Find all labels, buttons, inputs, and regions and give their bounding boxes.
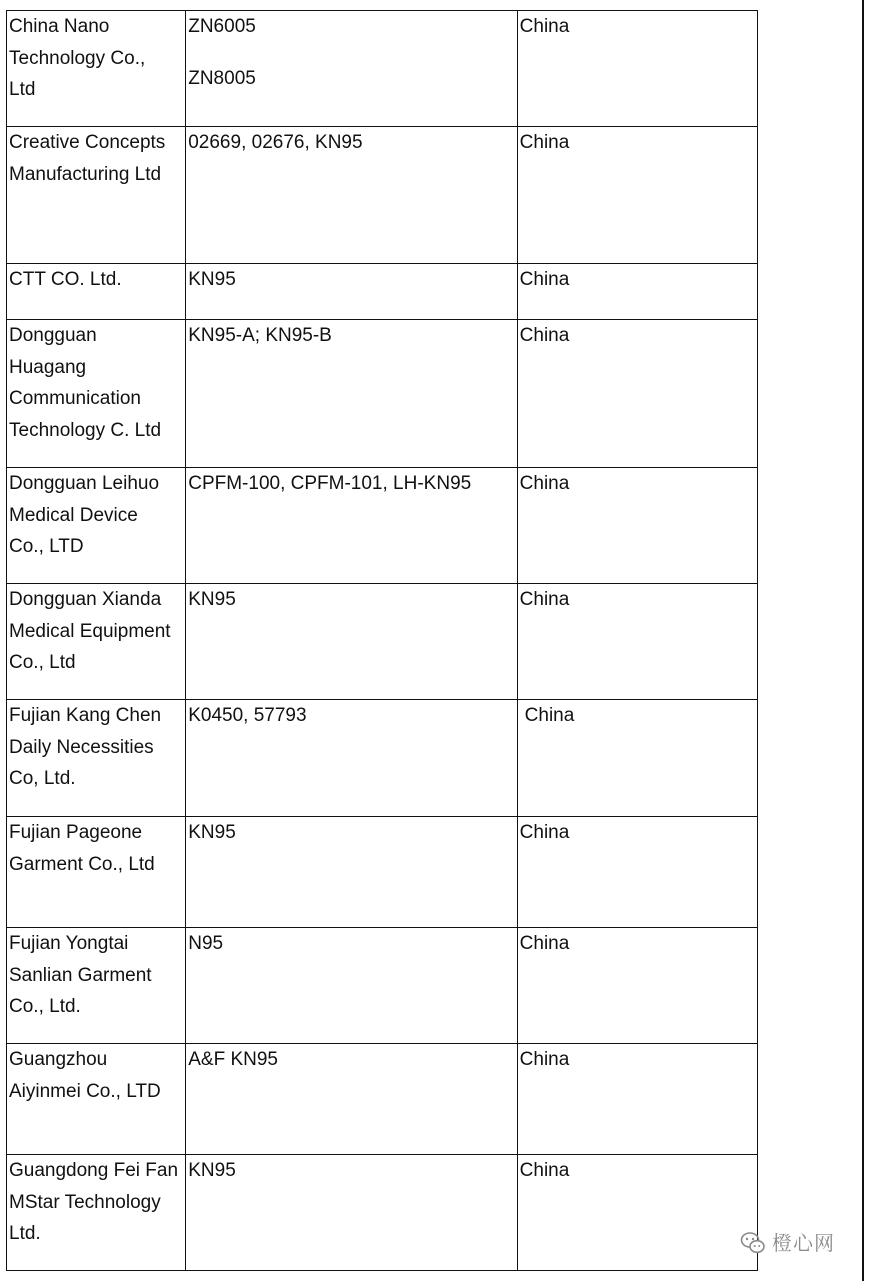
model-number: A&F KN95 <box>188 1049 278 1070</box>
company-cell <box>7 928 186 1044</box>
country-cell <box>517 928 757 1044</box>
country-cell <box>517 127 757 264</box>
company-name: Dongguan Xianda Medical Equipment Co., Ltd <box>9 589 171 673</box>
model-cell <box>186 817 517 928</box>
company-name: Fujian Yongtai Sanlian Garment Co., Ltd. <box>9 933 152 1017</box>
country-cell <box>517 584 757 700</box>
company-name: CTT CO. Ltd. <box>9 269 122 290</box>
country-name: China <box>519 269 570 290</box>
company-cell <box>7 11 186 127</box>
watermark-text: 橙心网 <box>772 1231 835 1255</box>
country-name: China <box>519 933 570 954</box>
country-cell <box>517 468 757 584</box>
table-row <box>7 11 758 127</box>
company-cell <box>7 320 186 468</box>
model-number: KN95 <box>188 1160 236 1181</box>
company-name: Guangdong Fei Fan MStar Technology Ltd. <box>9 1160 179 1244</box>
model-cell <box>186 1155 517 1271</box>
country-name: China <box>519 589 570 610</box>
country-cell <box>517 264 757 320</box>
country-name: China <box>519 1160 570 1181</box>
country-name: China <box>519 325 570 346</box>
model-spacer <box>188 43 516 63</box>
table-row <box>7 584 758 700</box>
model-cell <box>186 928 517 1044</box>
table-row <box>7 1155 758 1271</box>
company-cell <box>7 817 186 928</box>
model-number: KN95 <box>188 589 236 610</box>
model-cell <box>186 584 517 700</box>
model-cell <box>186 1044 517 1155</box>
model-number: KN95 <box>188 269 236 290</box>
watermark <box>740 1229 850 1257</box>
table-row <box>7 264 758 320</box>
company-name: Creative Concepts Manufacturing Ltd <box>9 132 166 185</box>
company-cell <box>7 700 186 817</box>
table-row <box>7 320 758 468</box>
model-number: ZN6005 <box>188 16 256 37</box>
table-row <box>7 700 758 817</box>
company-cell <box>7 127 186 264</box>
company-cell <box>7 584 186 700</box>
company-name: Guangzhou Aiyinmei Co., LTD <box>9 1049 161 1102</box>
company-name: Fujian Pageone Garment Co., Ltd <box>9 822 155 875</box>
company-name: Dongguan Leihuo Medical Device Co., LTD <box>9 473 160 557</box>
model-cell <box>186 700 517 817</box>
model-cell <box>186 468 517 584</box>
country-cell <box>517 11 757 127</box>
manufacturer-table <box>6 10 758 1271</box>
country-cell <box>517 817 757 928</box>
table-row <box>7 127 758 264</box>
model-number: KN95-A; KN95-B <box>188 325 332 346</box>
country-name: China <box>524 705 575 726</box>
company-name: Fujian Kang Chen Daily Necessities Co, Ltd. <box>9 705 162 789</box>
model-number: N95 <box>188 933 224 954</box>
country-name: China <box>519 16 570 37</box>
company-cell <box>7 468 186 584</box>
model-number: K0450, 57793 <box>188 705 307 726</box>
country-cell <box>517 320 757 468</box>
table-row <box>7 468 758 584</box>
country-cell <box>517 1155 757 1271</box>
model-number: CPFM-100, CPFM-101, LH-KN95 <box>188 473 472 494</box>
country-cell <box>517 700 757 817</box>
company-name: China Nano Technology Co., Ltd <box>9 16 146 100</box>
company-cell <box>7 264 186 320</box>
model-cell <box>186 11 517 127</box>
table-row <box>7 1044 758 1155</box>
company-cell <box>7 1044 186 1155</box>
model-number: ZN8005 <box>188 67 256 89</box>
country-name: China <box>519 822 570 843</box>
country-cell <box>517 1044 757 1155</box>
country-name: China <box>519 473 570 494</box>
company-name: Dongguan Huagang Communication Technology C. Ltd <box>9 325 162 441</box>
model-cell <box>186 127 517 264</box>
country-name: China <box>519 132 570 153</box>
model-number: 02669, 02676, KN95 <box>188 132 363 153</box>
table-row <box>7 817 758 928</box>
company-cell <box>7 1155 186 1271</box>
page-edge-line <box>862 0 864 1281</box>
table-row <box>7 928 758 1044</box>
model-cell <box>186 264 517 320</box>
wechat-bubble-icon <box>740 1230 766 1256</box>
model-cell <box>186 320 517 468</box>
model-number: KN95 <box>188 822 236 843</box>
country-name: China <box>519 1049 570 1070</box>
